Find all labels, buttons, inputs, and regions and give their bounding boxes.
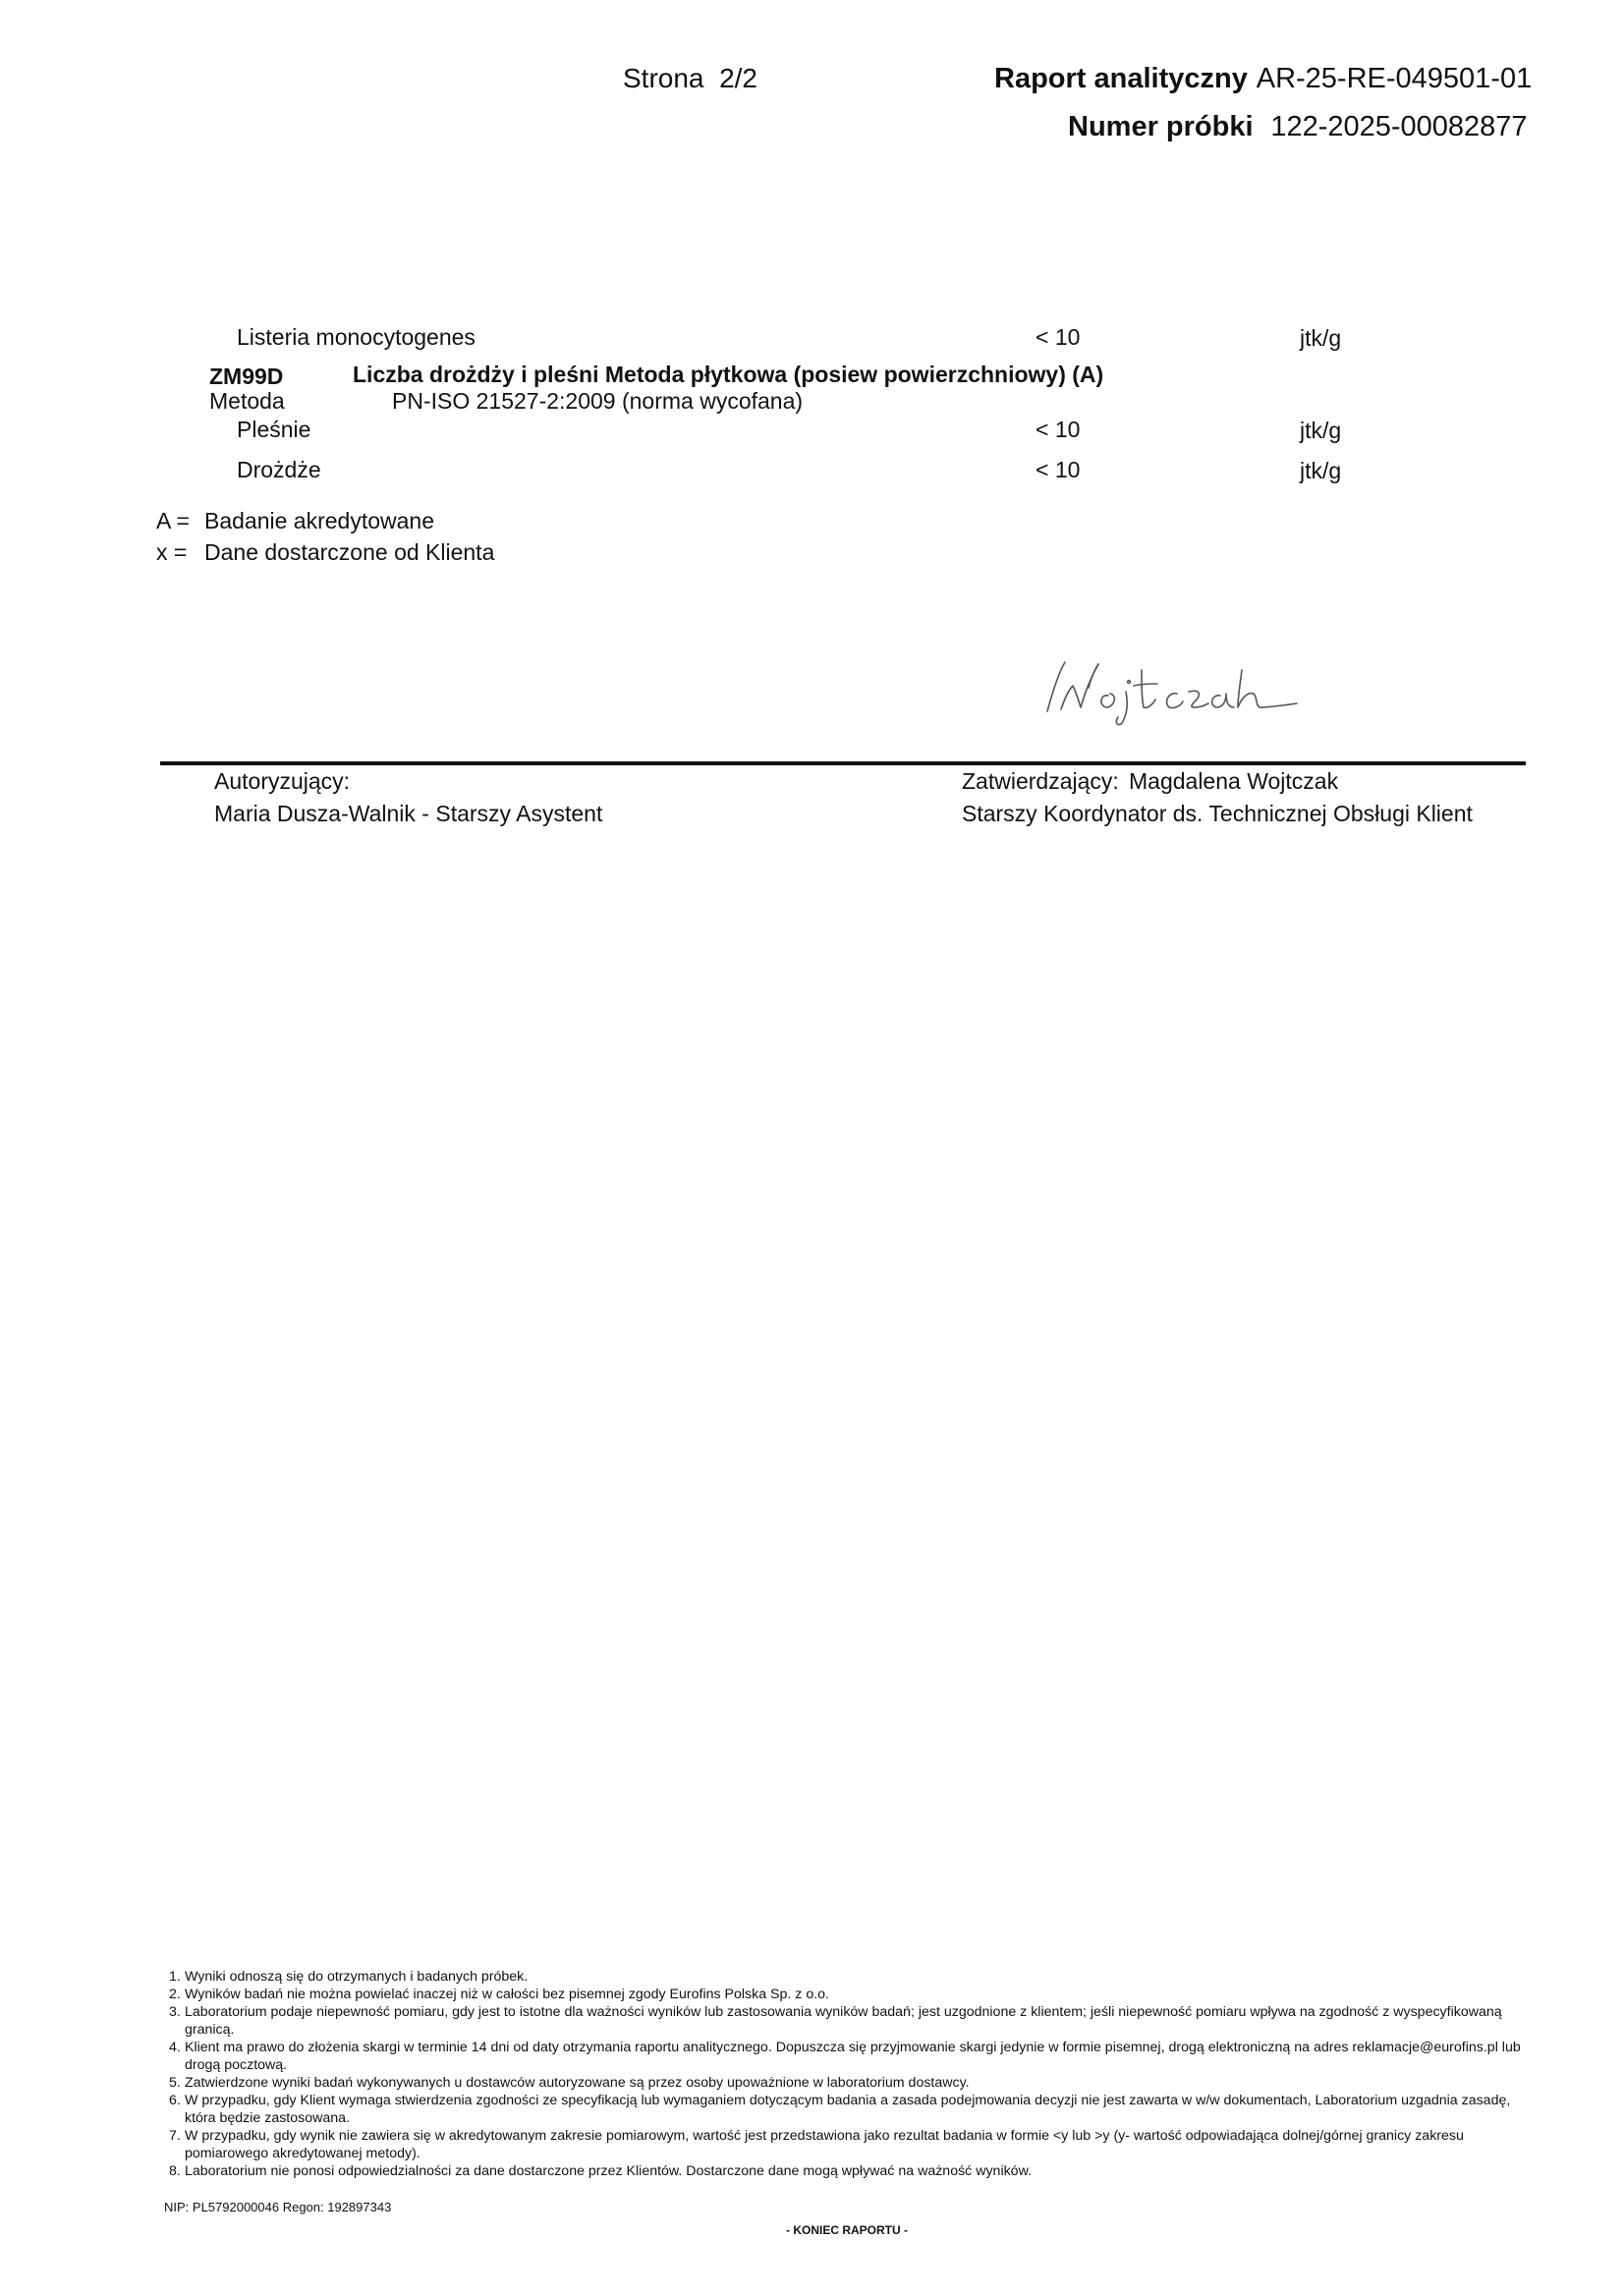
sample-label: Numer próbki bbox=[1068, 111, 1254, 142]
method-code: ZM99D bbox=[209, 364, 284, 389]
report-value: AR-25-RE-049501-01 bbox=[1256, 63, 1533, 94]
result-value-yeasts: < 10 bbox=[1036, 457, 1081, 482]
page-number bbox=[623, 63, 757, 94]
report-notes bbox=[169, 1968, 1525, 2180]
note-item: 1. Wyniki odnoszą się do otrzymanych i badanych próbek. bbox=[169, 1969, 529, 1985]
method-value: PN-ISO 21527-2:2009 (norma wycofana) bbox=[392, 388, 804, 414]
page-label: Strona bbox=[623, 63, 704, 93]
handwritten-signature bbox=[1039, 650, 1364, 729]
result-unit-molds: jtk/g bbox=[1300, 418, 1342, 443]
method-label: Metoda bbox=[209, 388, 285, 414]
legend-text-a: Badanie akredytowane bbox=[204, 508, 434, 533]
report-number bbox=[994, 63, 1532, 95]
end-of-report: - KONIEC RAPORTU - bbox=[786, 2223, 908, 2237]
legend-key-x: x = bbox=[156, 539, 188, 565]
signature-divider bbox=[160, 761, 1526, 765]
note-item: 7. W przypadku, gdy wynik nie zawiera się w akredytowanym zakresie pomiarowym, wartość jest przedstawiona jako rezultat badania w formie <y lub >y (y- wartość odpowiadająca dolnej/górnej granicy zakresu pomiarowego akredytowanej metody). bbox=[169, 2128, 1464, 2161]
note-item: 6. W przypadku, gdy Klient wymaga stwierdzenia zgodności ze specyfikacją lub wymaganiem dotyczącym badania a zasada podejmowania decyzji nie jest zawarta w w/w dokumentach, Laboratorium uzgadnia zasadę, która będzie zastosowana. bbox=[169, 2093, 1511, 2126]
report-label: Raport analityczny bbox=[994, 63, 1248, 94]
approver-name: Magdalena Wojtczak bbox=[1129, 768, 1339, 794]
note-item: 2. Wyników badań nie można powielać inaczej niż w całości bez pisemnej zgody Eurofins Polska Sp. z o.o. bbox=[169, 1987, 829, 2002]
legend-key-a: A = bbox=[156, 508, 190, 533]
method-title: Liczba drożdży i pleśni Metoda płytkowa (posiew powierzchniowy) (A) bbox=[353, 362, 1104, 387]
note-item: 8. Laboratorium nie ponosi odpowiedzialności za dane dostarczone przez Klientów. Dostarczone dane mogą wpływać na ważność wyników. bbox=[169, 2163, 1032, 2179]
authorizer-name: Maria Dusza-Walnik - Starszy Asystent bbox=[214, 801, 603, 826]
page-value: 2/2 bbox=[719, 63, 757, 93]
approver-role: Starszy Koordynator ds. Technicznej Obsługi Klient bbox=[962, 801, 1473, 826]
result-name-listeria: Listeria monocytogenes bbox=[237, 324, 476, 350]
approver-label: Zatwierdzający: bbox=[962, 768, 1119, 794]
result-unit-yeasts: jtk/g bbox=[1300, 458, 1342, 483]
result-unit-listeria: jtk/g bbox=[1300, 325, 1342, 351]
legend-text-x: Dane dostarczone od Klienta bbox=[204, 539, 495, 565]
result-name-molds: Pleśnie bbox=[237, 417, 311, 442]
company-registry: NIP: PL5792000046 Regon: 192897343 bbox=[164, 2200, 392, 2214]
sample-number bbox=[1068, 111, 1528, 143]
sample-value: 122-2025-00082877 bbox=[1270, 111, 1528, 142]
result-value-listeria: < 10 bbox=[1036, 324, 1081, 350]
result-value-molds: < 10 bbox=[1036, 417, 1081, 442]
authorizer-label: Autoryzujący: bbox=[214, 768, 351, 794]
note-item: 3. Laboratorium podaje niepewność pomiaru, gdy jest to istotne dla ważności wyników lub zastosowania wyników badań; jest uzgodnione z klientem; jeśli niepewność pomiaru wpływa na zgodność z wyspecyfikowaną granicą. bbox=[169, 2004, 1502, 2038]
note-item: 5. Zatwierdzone wyniki badań wykonywanych u dostawców autoryzowane są przez osoby upoważnione w laboratorium dostawcy. bbox=[169, 2075, 970, 2091]
note-item: 4. Klient ma prawo do złożenia skargi w terminie 14 dni od daty otrzymania raportu analitycznego. Dopuszcza się przyjmowanie skargi jedynie w formie pisemnej, drogą elektroniczną na adres reklamacje@eurofins.pl lub drogą pocztową. bbox=[169, 2040, 1521, 2073]
result-name-yeasts: Drożdże bbox=[237, 457, 321, 482]
